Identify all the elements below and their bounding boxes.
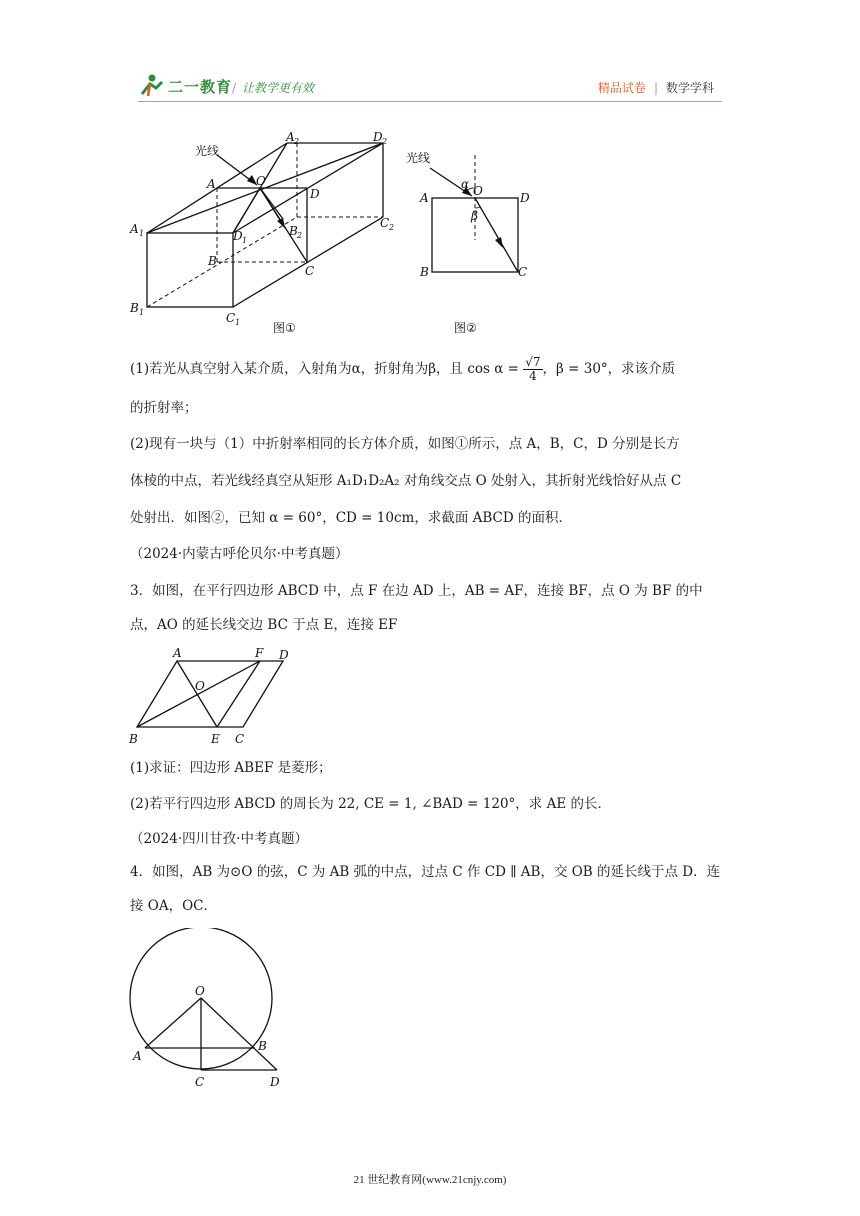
q4-label-O: O — [195, 984, 205, 998]
fig2-label-B: B — [420, 265, 429, 279]
fig1-label-C2: C — [380, 216, 390, 230]
header-right: 精品试卷 | 数学学科 — [597, 81, 714, 95]
q3-label-D: D — [279, 648, 289, 662]
header-tag-premium: 精品试卷 — [597, 81, 646, 95]
fig1-label-C1: C — [226, 311, 236, 325]
q3-source: （2024·内蒙古呼伦贝尔·中考真题） — [130, 546, 349, 562]
header-divider — [138, 101, 722, 102]
slogan: / 让教学更有效 — [232, 81, 315, 95]
q3-label-O: O — [195, 679, 205, 693]
q4-line1: 4．如图，AB 为⊙O 的弦，C 为 AB 弧的中点，过点 C 作 CD ∥ AB，交 OB 的延长线于点 D．连 — [130, 864, 721, 880]
q4-line2: 接 OA，OC． — [130, 898, 218, 914]
svg-text:2: 2 — [294, 137, 300, 146]
fig1-label-A: A — [207, 177, 216, 191]
q3-label-B: B — [129, 732, 138, 746]
q3-sub1: (1)求证：四边形 ABEF 是菱形； — [130, 760, 332, 776]
figure-1-cuboid — [125, 125, 415, 340]
fig1-label-D2: D — [373, 130, 383, 144]
fig1-light-label: 光线 — [195, 144, 220, 158]
q3-label-F: F — [255, 646, 264, 660]
fig1-label-D: D — [310, 187, 320, 201]
sqrt7-over-4-fraction: $\frac{√7}{4}$ — [525, 355, 541, 383]
q3-label-C: C — [235, 732, 245, 746]
fig2-label-D: D — [520, 191, 530, 205]
q3-sub2: (2)若平行四边形 ABCD 的周长为 22, CE = 1, ∠BAD = 120°，求 AE 的长． — [130, 796, 611, 812]
q4-label-B: B — [258, 1039, 267, 1053]
q2-part1-line1: (1)若光从真空射入某介质，入射角为α，折射角为β，且 cos α = $\frac{√7}{4}$ ，β = 30°，求该介质 — [130, 355, 676, 383]
q4-source: （2024·四川甘孜·中考真题） — [130, 831, 308, 847]
fig1-label-D1: D — [233, 229, 243, 243]
fig2-label-A: A — [420, 191, 429, 205]
fig1-label-B: B — [208, 254, 217, 268]
q4-circle-figure — [125, 928, 295, 1093]
q4-label-A: A — [133, 1049, 142, 1063]
fig1-label-A1: A — [130, 222, 139, 236]
fig1-label-C: C — [305, 264, 315, 278]
svg-text:1: 1 — [139, 229, 145, 238]
svg-text:1: 1 — [139, 308, 145, 317]
fig2-label-C: C — [518, 265, 528, 279]
q3-label-A: A — [173, 646, 182, 660]
q3-label-E: E — [211, 732, 220, 746]
q2-part1-line2: 的折射率； — [130, 400, 198, 416]
svg-text:1: 1 — [235, 318, 241, 327]
logo-text: 二一教育 — [168, 78, 233, 96]
fig2-label-alpha: α — [461, 177, 470, 191]
fig2-label-O: O — [473, 184, 483, 198]
fig1-label-B1: B — [130, 301, 139, 315]
q4-label-C: C — [195, 1075, 205, 1089]
q2-part2-line3: 处射出．如图②，已知 α = 60°，CD = 10cm，求截面 ABCD 的面积． — [130, 510, 572, 526]
fig2-label-beta: β — [471, 209, 478, 223]
q3-line2: 点，AO 的延长线交边 BC 于点 E，连接 EF — [130, 617, 398, 633]
fig1-label-O: O — [256, 174, 266, 188]
fig1-label-A2: A — [286, 130, 295, 144]
svg-text:1: 1 — [242, 236, 248, 245]
page-header — [0, 0, 860, 110]
svg-text:2: 2 — [297, 231, 303, 240]
fig2-caption: 图② — [454, 321, 477, 335]
fig1-caption: 图① — [273, 321, 296, 335]
q2-part2-line2: 体棱的中点，若光线经真空从矩形 A₁D₁D₂A₂ 对角线交点 O 处射入，其折射光线恰好从点 C — [130, 473, 682, 489]
figure-2-section — [400, 140, 550, 340]
header-tag-subject: 数学学科 — [665, 81, 714, 95]
q3-parallelogram-figure — [125, 645, 305, 750]
fig2-light-label: 光线 — [406, 151, 431, 165]
svg-text:2: 2 — [389, 223, 395, 232]
fig1-label-B2: B — [289, 224, 298, 238]
page-footer: 21 世纪教育网(www.21cnjy.com) — [353, 1174, 507, 1186]
svg-text:2: 2 — [382, 137, 388, 146]
q2-part2-line1: (2)现有一块与（1）中折射率相同的长方体介质，如图①所示，点 A，B，C，D 分别是长方 — [130, 436, 680, 452]
q4-label-D: D — [270, 1075, 280, 1089]
q3-line1: 3．如图，在平行四边形 ABCD 中，点 F 在边 AD 上，AB = AF，连接 BF，点 O 为 BF 的中 — [130, 583, 703, 599]
